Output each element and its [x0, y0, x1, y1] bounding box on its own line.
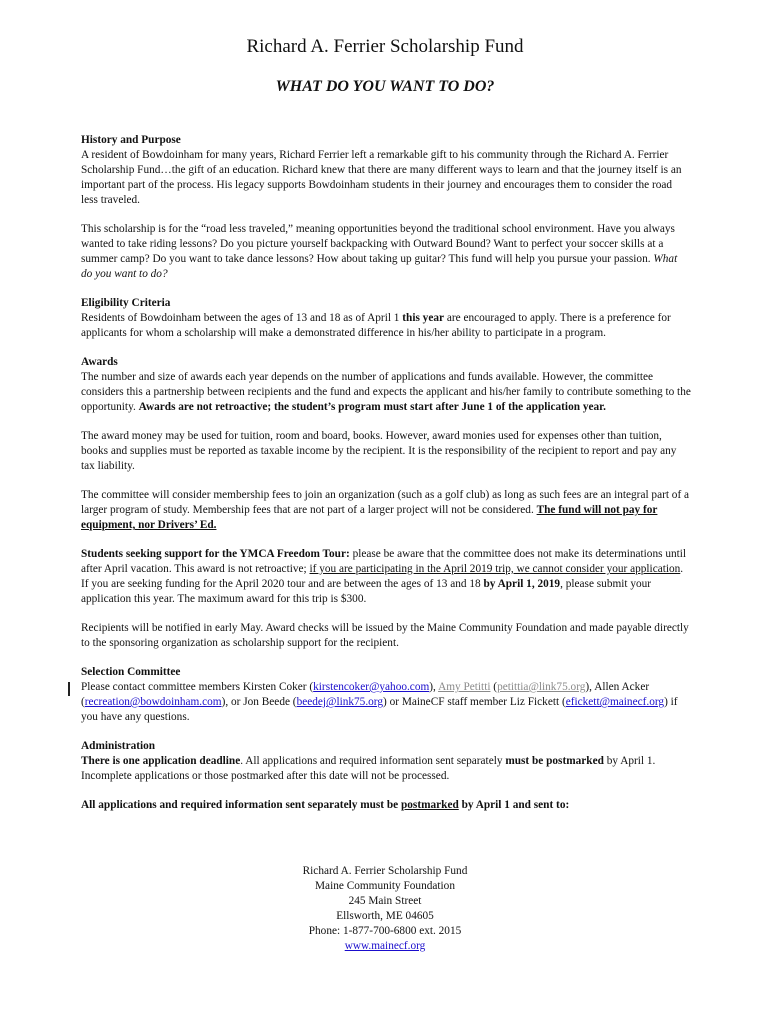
administration-paragraph: There is one application deadline. All applications and required information sent separately must be postmarked by April 1. Incomplete applications or those postmarked after this date will not be processed.: [81, 755, 656, 782]
address-line-1: Richard A. Ferrier Scholarship Fund: [302, 865, 468, 877]
history-paragraph-2: This scholarship is for the “road less traveled,” meaning opportunities beyond the traditional school environment. Have you always wanted to take riding lessons? Do you picture yourself backpacking with Outward Bound? Want to perfect your soccer skills at a summer camp? Do you want to take dance lessons? How about taking up guitar? This fund will help you pursue your passion. What do you want to do?: [81, 223, 678, 280]
address-line-3: 245 Main Street: [348, 895, 422, 907]
name-link-amy[interactable]: Amy Petitti: [438, 681, 491, 693]
email-link-jon[interactable]: beedej@link75.org: [296, 696, 384, 708]
mailing-address: [0, 864, 770, 954]
address-phone: Phone: 1-877-700-6800 ext. 2015: [308, 925, 462, 937]
awards-heading: Awards: [81, 356, 118, 368]
page-title: Richard A. Ferrier Scholarship Fund: [246, 36, 524, 57]
email-link-amy[interactable]: petittia@link75.org: [497, 681, 586, 693]
awards-paragraph-3: The committee will consider membership fees to join an organization (such as a golf club) as long as such fees are an integral part of a larger program of study. Membership fees that are not part of a larger project will not be considered. The fund will not pay for equipment, nor Drivers’ Ed.: [81, 489, 690, 531]
email-link-liz[interactable]: efickett@mainecf.org: [565, 696, 665, 708]
recipients-paragraph: Recipients will be notified in early May. Award checks will be issued by the Maine Community Foundation and made payable directly to the sponsoring organization as scholarship support for the recipient.: [81, 622, 689, 649]
history-heading: History and Purpose: [81, 134, 181, 146]
text-cursor-marker: [68, 682, 70, 696]
eligibility-heading: Eligibility Criteria: [81, 297, 171, 309]
selection-heading: Selection Committee: [81, 666, 181, 678]
ymca-paragraph: Students seeking support for the YMCA Freedom Tour: please be aware that the committee does not make its determinations until after April vacation. This award is not retroactive; if you are participating in the April 2019 trip, we cannot consider your application. If you are seeking funding for the April 2020 tour and are between the ages of 13 and 18 by April 1, 2019, please submit your application this year. The maximum award for this trip is $300.: [81, 548, 687, 605]
address-line-2: Maine Community Foundation: [315, 880, 455, 892]
email-link-allen[interactable]: recreation@bowdoinham.com: [84, 696, 222, 708]
document-body: [81, 133, 691, 827]
awards-paragraph-2: The award money may be used for tuition, room and board, books. However, award monies used for expenses other than tuition, books and supplies must be reported as taxable income by the recipient. It is the responsibility of the recipient to report and pay any tax liability.: [81, 430, 677, 472]
email-link-kirsten[interactable]: kirstencoker@yahoo.com: [313, 681, 430, 693]
final-instruction: All applications and required information sent separately must be postmarked by April 1 and sent to:: [81, 799, 570, 811]
page-subtitle: WHAT DO YOU WANT TO DO?: [275, 78, 495, 95]
administration-heading: Administration: [81, 740, 156, 752]
history-italic-question: What do you want to do?: [81, 253, 678, 280]
selection-paragraph: Please contact committee members Kirsten Coker (kirstencoker@yahoo.com), Amy Petitti (petittia@link75.org), Allen Acker (recreation@bowdoinham.com), or Jon Beede (beedej@link75.org) or MaineCF staff member Liz Fickett (efickett@mainecf.org) if you have any questions.: [81, 680, 691, 725]
awards-paragraph-1: The number and size of awards each year depends on the number of applications and funds available. However, the committee considers this a partnership between recipients and the fund and expects the applicant and his/her family to contribute something to the opportunity. Awards are not retroactive; the student’s program must start after June 1 of the application year.: [81, 371, 691, 413]
website-link[interactable]: www.mainecf.org: [344, 940, 426, 952]
address-line-4: Ellsworth, ME 04605: [336, 910, 434, 922]
eligibility-paragraph: Residents of Bowdoinham between the ages of 13 and 18 as of April 1 this year are encouraged to apply. There is a preference for applicants for whom a scholarship will make a demonstrated difference in his/her ability to participate in a program.: [81, 312, 671, 339]
history-paragraph-1: A resident of Bowdoinham for many years, Richard Ferrier left a remarkable gift to his community through the Richard A. Ferrier Scholarship Fund…the gift of an education. Richard knew that there are many different ways to learn and that the journey itself is an important part of the process. His legacy supports Bowdoinham students in their journey and encourages them to consider the road less traveled.: [81, 149, 682, 206]
